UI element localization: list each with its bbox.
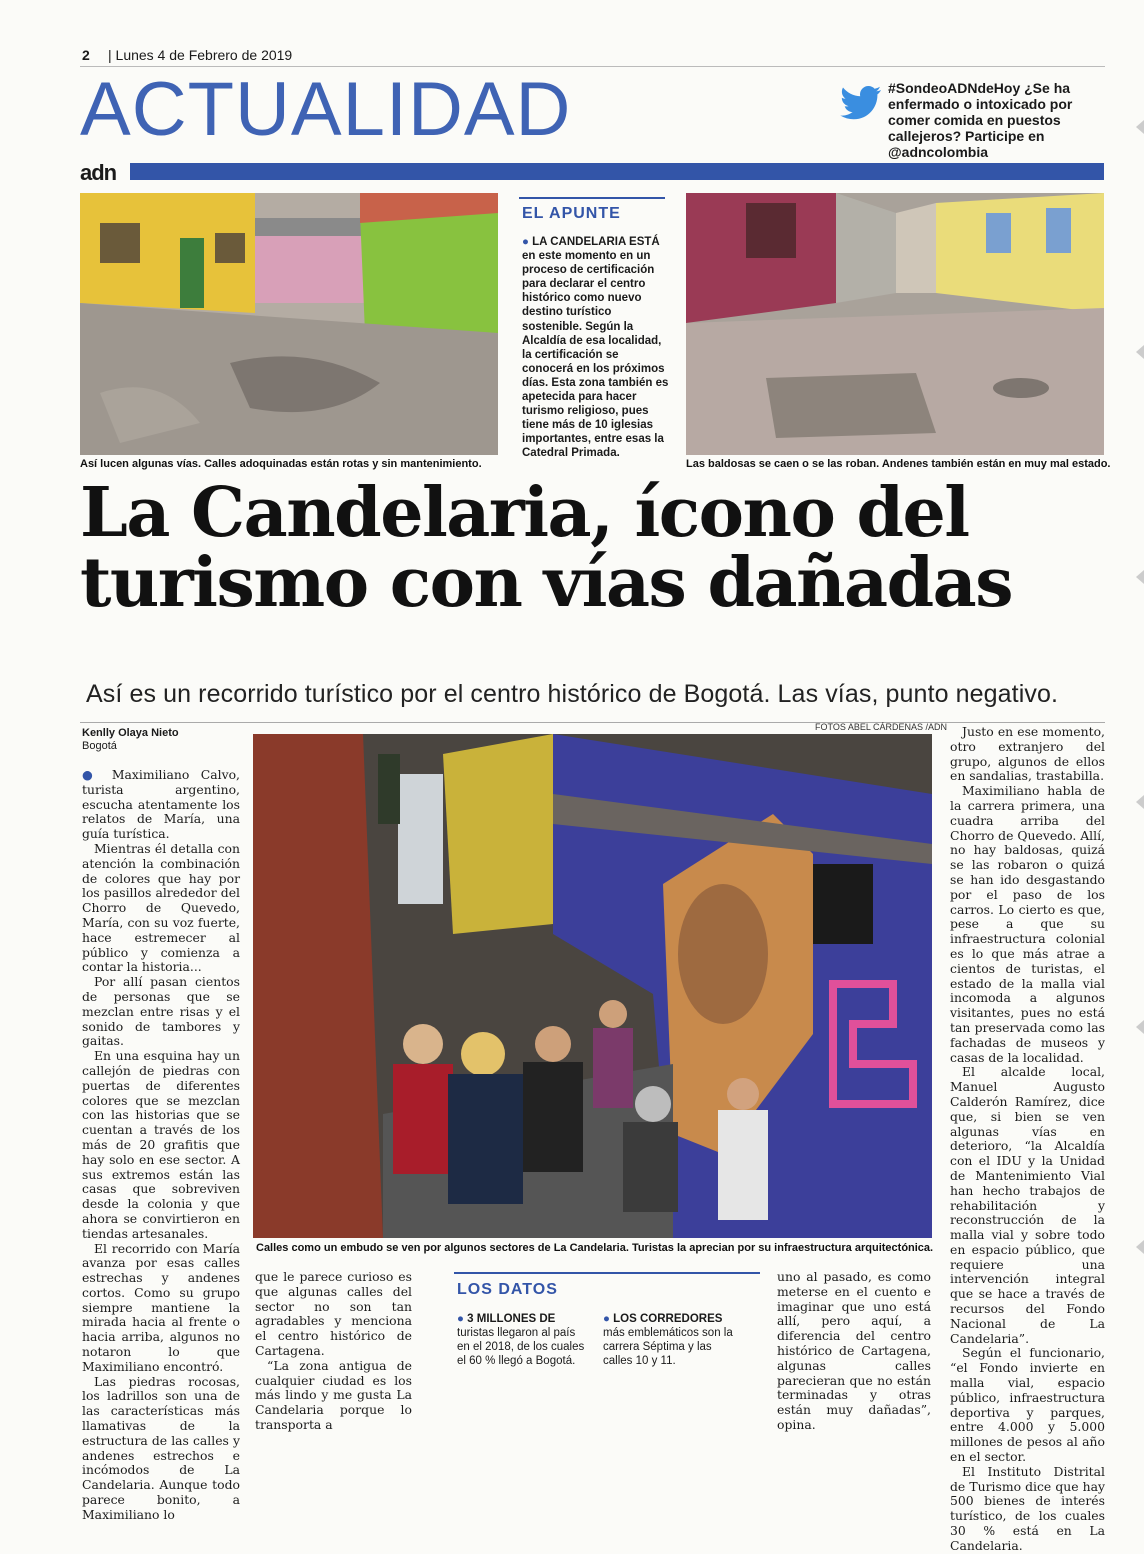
- subheadline: Así es un recorrido turístico por el centro histórico de Bogotá. Las vías, punto negativo.: [86, 680, 1059, 708]
- apunte-text: [522, 235, 672, 461]
- bullet-icon: ●: [522, 236, 529, 248]
- edge-tab: [1136, 1020, 1144, 1034]
- dato-2-lead: LOS CORREDORES: [613, 1313, 723, 1325]
- paragraph: Según el funcionario, “el Fondo invierte en malla vial, espacio público, infraestructura deportiva y parques, entre 4.000 y 5.000 millones de pesos al año en el sector.: [950, 1345, 1105, 1465]
- apunte-rule: [519, 197, 665, 199]
- edge-tab: [1136, 570, 1144, 584]
- photo-broken-street: [80, 193, 498, 455]
- photo2-caption: Las baldosas se caen o se las roban. Andenes también están en muy mal estado.: [686, 458, 1111, 470]
- dato-2-text: más emblemáticos son la carrera Séptima y las calles 10 y 11.: [603, 1327, 733, 1367]
- bullet-icon: ●: [457, 1313, 464, 1325]
- datos-rule: [454, 1272, 760, 1274]
- article-column-4: [777, 1270, 931, 1433]
- edge-tab: [1136, 345, 1144, 359]
- section-title: ACTUALIDAD: [80, 67, 572, 152]
- paragraph: En una esquina hay un callejón de piedras con puertas de diferentes colores que se mezclan con las historias que se cuentan a través de los más de 20 grafitis que hay solo en ese sector. A sus extremos están las casas que sobreviven desde la colonia y que ahora se convirtieron en tiendas artesanales.: [82, 1048, 240, 1241]
- headline-line-2: turismo con vías dañadas: [80, 543, 1013, 623]
- apunte-body: en este momento en un proceso de certificación para declarar el centro histórico como nuevo destino turístico sostenible. Según la Alcaldía de esa localidad, la certificación se conocerá en los próximos días. Esta zona también es apetecida para hacer turismo religioso, pues tiene más de 10 iglesias importantes, entre esas la Catedral Primada.: [522, 250, 669, 460]
- paragraph: Las piedras rocosas, los ladrillos son una de las características más llamativas de la estructura de las calles y andenes estrechos e incómodos de La Candelaria. Aunque todo parece bonito, a Maximiliano lo: [82, 1373, 240, 1522]
- bullet-icon: ●: [603, 1313, 610, 1325]
- paragraph: El Instituto Distrital de Turismo dice que hay 500 bienes de interés turístico, de los cuales 30 % está en La Candelaria.: [950, 1463, 1105, 1553]
- edge-tab: [1136, 795, 1144, 809]
- article-column-5: [950, 725, 1105, 1554]
- headline: [80, 473, 1110, 623]
- headline-line-1: La Candelaria, ícono del: [80, 473, 969, 553]
- paragraph-text: Maximiliano Calvo, turista argentino, escucha atentamente los relatos de María, una guía turística.: [82, 767, 240, 842]
- dato-1-text: turistas llegaron al país en el 2018, de los cuales el 60 % llegó a Bogotá.: [457, 1327, 585, 1367]
- page-number: 2: [82, 47, 90, 63]
- issue-date: | Lunes 4 de Febrero de 2019: [108, 47, 293, 63]
- section-color-bar: [130, 163, 1104, 180]
- paragraph: Maximiliano habla de la carrera primera, una cuadra arriba del Chorro de Quevedo. Allí, no hay baldosas, quizá se las robaron o quizá se han ido desgastando por el paso de los carros. Lo cierto es que, pese a que su infraestructura colonial es lo que más atrae a cientos de turistas, el estado de la malla vial incomoda a algunos visitantes, pues no está tan preservada como las fachadas de museos y casas de la localidad.: [950, 783, 1105, 1065]
- paragraph: El alcalde local, Manuel Augusto Calderón Ramírez, dice que, si bien se ven algunas vías en deterioro, “la Alcaldía con el IDU y la Unidad de Mantenimiento Vial han hecho trabajos de rehabilitación y reconstrucción de la malla vial y sobre todo en espacio público, que requiere una intervención integral que se hace a través de recursos del Fondo Nacional de La Candelaria”.: [950, 1064, 1105, 1346]
- edge-tab: [1136, 120, 1144, 134]
- photo-credit: FOTOS ABEL CÁRDENAS /ADN: [815, 722, 948, 732]
- byline-author: Kenlly Olaya Nieto: [82, 727, 179, 739]
- paragraph: [82, 768, 240, 842]
- paragraph: que le parece curioso es que algunas calles del sector no son tan agradables y menciona el centro histórico de Cartagena.: [255, 1269, 412, 1358]
- paragraph: Por allí pasan cientos de personas que se mezclan entre risas y el sonido de tambores y gaitas.: [82, 974, 240, 1049]
- apunte-lead: LA CANDELARIA ESTÁ: [532, 236, 660, 248]
- bullet-icon: ●: [82, 767, 101, 782]
- article-column-2: [255, 1270, 412, 1433]
- photo3-caption: Calles como un embudo se ven por algunos sectores de La Candelaria. Turistas la aprecian por su infraestructura arquitectónica.: [256, 1242, 934, 1254]
- dato-2: [603, 1312, 743, 1368]
- byline-city: Bogotá: [82, 740, 117, 752]
- paragraph: “La zona antigua de cualquier ciudad es los más lindo y me gusta La Candelaria porque lo transporta a: [255, 1357, 412, 1432]
- article-column-1: [82, 768, 240, 1523]
- subheadline-rule: [80, 722, 1105, 723]
- adn-logo: adn: [80, 160, 117, 185]
- twitter-bird-icon: [840, 86, 882, 122]
- paragraph: El recorrido con María avanza por esas calles estrechas y andenes cortos. Como su grupo siempre mantiene la mirada hacia al frente o hacia arriba, algunos no notaron lo que Maximiliano encontró.: [82, 1240, 240, 1374]
- photo-missing-tiles: [686, 193, 1104, 455]
- photo-tourists-graffiti-alley: [253, 734, 932, 1238]
- photo1-caption: Así lucen algunas vías. Calles adoquinadas están rotas y sin mantenimiento.: [80, 458, 482, 470]
- datos-title: LOS DATOS: [457, 1281, 558, 1298]
- apunte-title: EL APUNTE: [522, 205, 621, 222]
- paragraph: Mientras él detalla con atención la combinación de colores que hay por los pasillos alrededor del Chorro de Quevedo, María, con su voz fuerte, hace estremecer al público y comienza a contar la historia...: [82, 840, 240, 975]
- dato-1-lead: 3 MILLONES DE: [467, 1313, 556, 1325]
- twitter-poll-prompt: #SondeoADNdeHoy ¿Se ha enfermado o intoxicado por comer comida en puestos callejeros? Participe en @adncolombia: [888, 80, 1073, 160]
- dato-1: [457, 1312, 587, 1368]
- edge-tab: [1136, 1240, 1144, 1254]
- paragraph: uno al pasado, es como meterse en el cuento e imaginar que uno está allí, pero aquí, a diferencia del centro histórico de Cartagena, algunas calles parecieran que no están terminadas y otras están muy dañadas”, opina.: [777, 1269, 931, 1432]
- paragraph: Justo en ese momento, otro extranjero del grupo, algunos de ellos en sandalias, trastabilla.: [950, 724, 1105, 784]
